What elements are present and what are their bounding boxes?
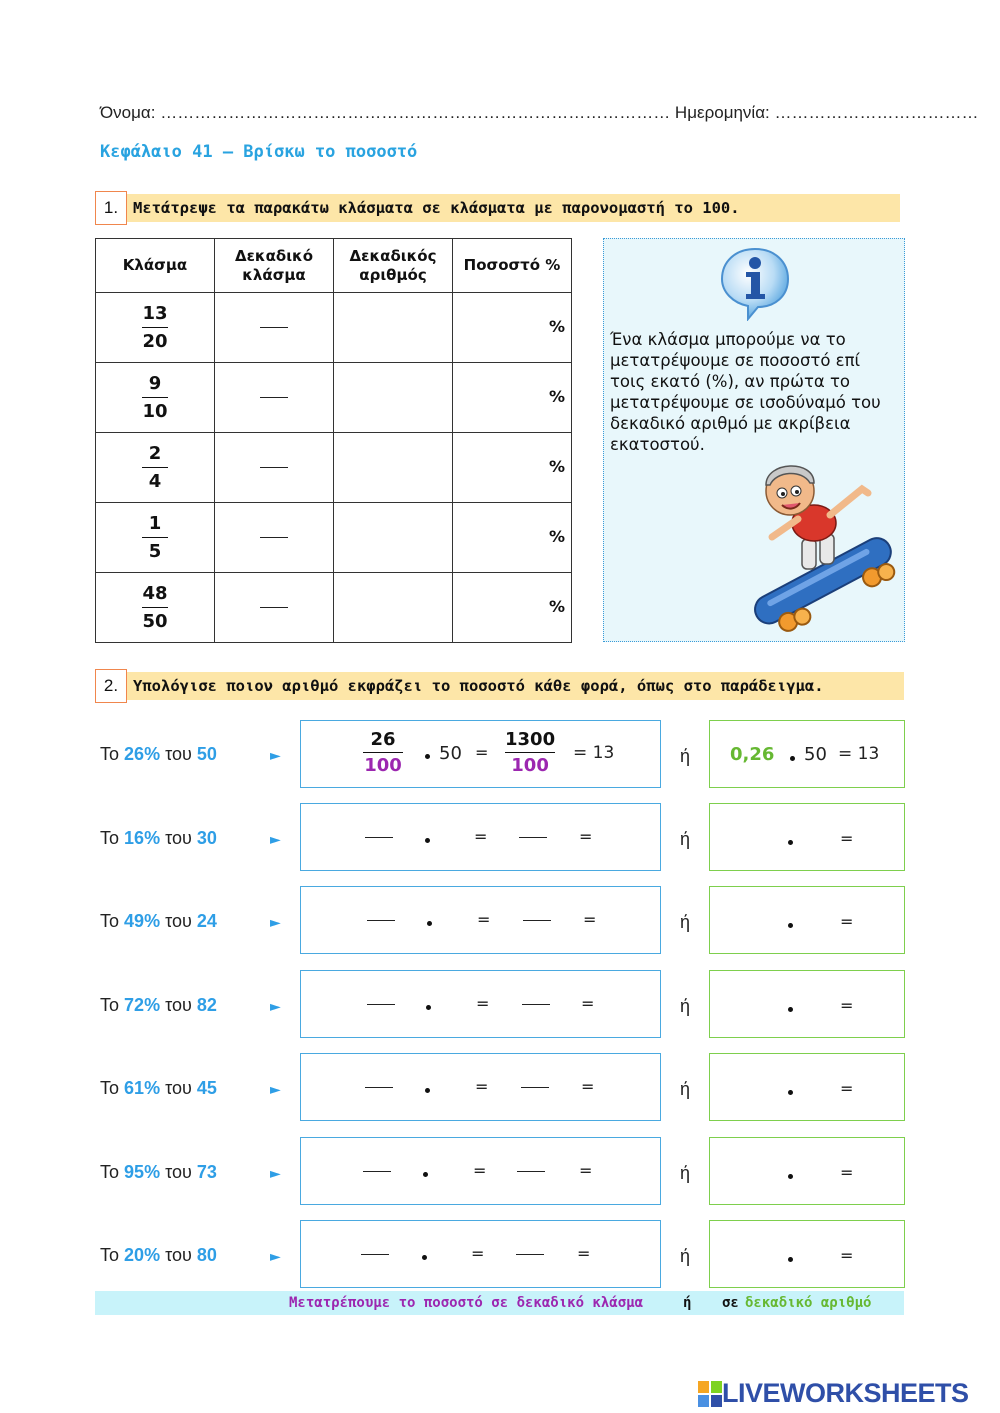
name-date-line: Όνομα: ……………………………………………………………………………… Ημερομηνία: ………………………………	[100, 103, 979, 122]
multiply-dot	[788, 840, 793, 845]
equals-sign: =	[475, 743, 489, 762]
exercise-2-instruction: Υπολόγισε ποιον αριθμό εκφράζει το ποσοστό κάθε φορά, όπως στο παράδειγμα.	[127, 672, 904, 700]
numerator: 1	[148, 513, 162, 534]
equals-sign: =	[840, 912, 854, 931]
blank-fraction[interactable]	[367, 1004, 395, 1005]
decimal-answer-box[interactable]	[709, 803, 905, 871]
arrow-icon: ►	[270, 1082, 281, 1098]
arrow-icon: ►	[270, 1166, 281, 1182]
hint-decimal-fraction: Μετατρέπουμε το ποσοστό σε δεκαδικό κλάσμα	[289, 1295, 644, 1311]
blank-fraction[interactable]	[365, 1087, 393, 1088]
equals-sign: =	[577, 1244, 591, 1263]
equals-sign: =	[476, 994, 490, 1013]
fraction-cell	[96, 503, 215, 573]
equals-sign: =	[475, 1077, 489, 1096]
multiply-dot	[788, 1174, 793, 1179]
percent-input[interactable]	[453, 503, 572, 573]
blank-fraction[interactable]	[365, 837, 393, 838]
blank-fraction[interactable]	[521, 1087, 549, 1088]
table-row	[96, 363, 572, 433]
multiply-dot	[422, 1255, 427, 1260]
denominator: 5	[148, 541, 162, 562]
or-label: ή	[680, 746, 691, 766]
multiply-dot	[426, 1005, 431, 1010]
percent-sign: %	[548, 317, 565, 336]
equals-sign: =	[581, 1077, 595, 1096]
fraction-answer-box[interactable]	[300, 1053, 661, 1121]
equals-sign: =	[579, 1161, 593, 1180]
multiply-dot	[790, 756, 795, 761]
equals-sign: =	[471, 1244, 485, 1263]
decimal-number-input[interactable]	[334, 433, 453, 503]
arrow-icon: ►	[270, 1249, 281, 1265]
logo-text: LIVEWORKSHEETS	[722, 1378, 969, 1408]
example-result: = 13	[573, 743, 615, 763]
decimal-number-input[interactable]	[334, 573, 453, 643]
blank-fraction[interactable]	[363, 1171, 391, 1172]
percent-sign: %	[548, 527, 565, 546]
numerator: 13	[142, 303, 168, 324]
decimal-answer-box[interactable]	[709, 1137, 905, 1205]
blank-fraction[interactable]	[517, 1171, 545, 1172]
fraction-table	[95, 238, 572, 643]
fraction-answer-box[interactable]	[300, 886, 661, 954]
example-fraction-box	[300, 720, 661, 788]
example-denominator: 100	[364, 755, 402, 776]
table-row	[96, 293, 572, 363]
decimal-fraction-input[interactable]	[215, 573, 334, 643]
multiply-dot	[427, 921, 432, 926]
equals-sign: =	[581, 994, 595, 1013]
hint-decimal-number: δεκαδικό αριθμό	[745, 1295, 872, 1311]
problem-label: Το 20% του 80	[100, 1245, 217, 1265]
logo-icon	[698, 1381, 722, 1407]
decimal-fraction-input[interactable]	[215, 503, 334, 573]
col-header-decimal-fraction: Δεκαδικό κλάσμα	[215, 239, 334, 293]
equals-sign: =	[474, 827, 488, 846]
chapter-title: Κεφάλαιο 41 – Βρίσκω το ποσοστό	[100, 142, 418, 162]
multiply-dot	[788, 923, 793, 928]
table-row	[96, 433, 572, 503]
liveworksheets-logo	[698, 1378, 969, 1409]
example-label	[100, 744, 217, 765]
decimal-answer-box[interactable]	[709, 970, 905, 1038]
decimal-number-input[interactable]	[334, 363, 453, 433]
arrow-icon: ►	[270, 832, 281, 848]
fraction-answer-box[interactable]	[300, 1137, 661, 1205]
multiply-dot	[425, 754, 430, 759]
table-row	[96, 573, 572, 643]
multiply-dot	[788, 1007, 793, 1012]
problem-label: Το 49% του 24	[100, 911, 217, 931]
percent-input[interactable]	[453, 573, 572, 643]
decimal-answer-box[interactable]	[709, 1053, 905, 1121]
blank-fraction[interactable]	[519, 837, 547, 838]
equals-sign: =	[583, 910, 597, 929]
info-text: Ένα κλάσμα μπορούμε να το μετατρέψουμε σε ποσοστό επί τοις εκατό (%), αν πρώτα το μετατρέψουμε σε ισοδύναμό του δεκαδικό αριθμό με ακρίβεια εκατοστού.	[610, 330, 881, 454]
percent-input[interactable]	[453, 433, 572, 503]
problem-label: Το 72% του 82	[100, 995, 217, 1015]
label-pre: Το	[100, 744, 120, 764]
col-header-percent: Ποσοστό %	[453, 239, 572, 293]
or-label: ή	[680, 912, 691, 932]
numerator: 9	[148, 373, 162, 394]
blank-fraction[interactable]	[367, 920, 395, 921]
multiply-dot	[423, 1172, 428, 1177]
hint-bar	[95, 1291, 904, 1315]
decimal-fraction-input[interactable]	[215, 433, 334, 503]
exercise-1-header	[95, 194, 900, 222]
denominator: 50	[142, 611, 168, 632]
decimal-fraction-input[interactable]	[215, 293, 334, 363]
denominator: 20	[142, 331, 168, 352]
problem-label: Το 95% του 73	[100, 1162, 217, 1182]
example-decimal-box	[709, 720, 905, 788]
equals-sign: =	[840, 1079, 854, 1098]
exercise-1-instruction: Μετάτρεψε τα παρακάτω κλάσματα σε κλάσματα με παρονομαστή το 100.	[127, 194, 900, 222]
denominator: 10	[142, 401, 168, 422]
table-row	[96, 503, 572, 573]
percent-sign: %	[548, 597, 565, 616]
arrow-icon: ►	[270, 915, 281, 931]
hint-or: ή	[683, 1295, 692, 1311]
example-product-denominator: 100	[511, 755, 549, 776]
hint-in: σε	[722, 1295, 739, 1311]
decimal-number-input[interactable]	[334, 503, 453, 573]
label-base: 50	[196, 744, 217, 764]
multiply-dot	[425, 1088, 430, 1093]
label-percent: 26%	[124, 744, 161, 764]
fraction-cell	[96, 573, 215, 643]
blank-fraction[interactable]	[522, 1004, 550, 1005]
example-numerator: 26	[370, 729, 396, 750]
example-multiplier: 50	[439, 743, 462, 764]
equals-sign: =	[840, 1246, 854, 1265]
or-label: ή	[680, 829, 691, 849]
decimal-answer-box[interactable]	[709, 1220, 905, 1288]
blank-fraction[interactable]	[523, 920, 551, 921]
fraction-answer-box[interactable]	[300, 803, 661, 871]
col-header-decimal-number: Δεκαδικός αριθμός	[334, 239, 453, 293]
multiply-dot	[425, 838, 430, 843]
exercise-2-number: 2.	[95, 669, 127, 703]
label-of: του	[165, 744, 192, 764]
blank-fraction[interactable]	[361, 1254, 389, 1255]
percent-input[interactable]	[453, 293, 572, 363]
or-label: ή	[680, 996, 691, 1016]
decimal-fraction-input[interactable]	[215, 363, 334, 433]
exercise-1-number: 1.	[95, 191, 127, 225]
equals-sign: =	[840, 996, 854, 1015]
multiply-dot	[788, 1090, 793, 1095]
fraction-cell	[96, 433, 215, 503]
col-header-fraction: Κλάσμα	[96, 239, 215, 293]
or-label: ή	[680, 1246, 691, 1266]
fraction-answer-box[interactable]	[300, 970, 661, 1038]
percent-sign: %	[548, 387, 565, 406]
numerator: 2	[148, 443, 162, 464]
equals-sign: =	[473, 1161, 487, 1180]
multiply-dot	[788, 1257, 793, 1262]
example-decimal-result: = 13	[838, 744, 880, 764]
info-box	[603, 238, 905, 642]
exercise-2-header	[95, 672, 904, 700]
percent-sign: %	[548, 457, 565, 476]
percent-input[interactable]	[453, 363, 572, 433]
problem-label: Το 61% του 45	[100, 1078, 217, 1098]
equals-sign: =	[579, 827, 593, 846]
decimal-answer-box[interactable]	[709, 886, 905, 954]
equals-sign: =	[477, 910, 491, 929]
equals-sign: =	[840, 1163, 854, 1182]
problem-label: Το 16% του 30	[100, 828, 217, 848]
fraction-cell	[96, 293, 215, 363]
example-product-numerator: 1300	[505, 729, 556, 750]
info-icon	[718, 245, 792, 321]
numerator: 48	[142, 583, 168, 604]
decimal-number-input[interactable]	[334, 293, 453, 363]
fraction-cell	[96, 363, 215, 433]
fraction-answer-box[interactable]	[300, 1220, 661, 1288]
example-decimal-multiplier: 50	[804, 744, 827, 765]
equals-sign: =	[840, 829, 854, 848]
arrow-icon: ►	[270, 999, 281, 1015]
arrow-icon: ►	[270, 748, 281, 764]
or-label: ή	[680, 1079, 691, 1099]
or-label: ή	[680, 1163, 691, 1183]
example-decimal: 0,26	[730, 744, 775, 765]
skateboard-kid-illustration	[742, 449, 902, 639]
blank-fraction[interactable]	[516, 1254, 544, 1255]
denominator: 4	[148, 471, 162, 492]
